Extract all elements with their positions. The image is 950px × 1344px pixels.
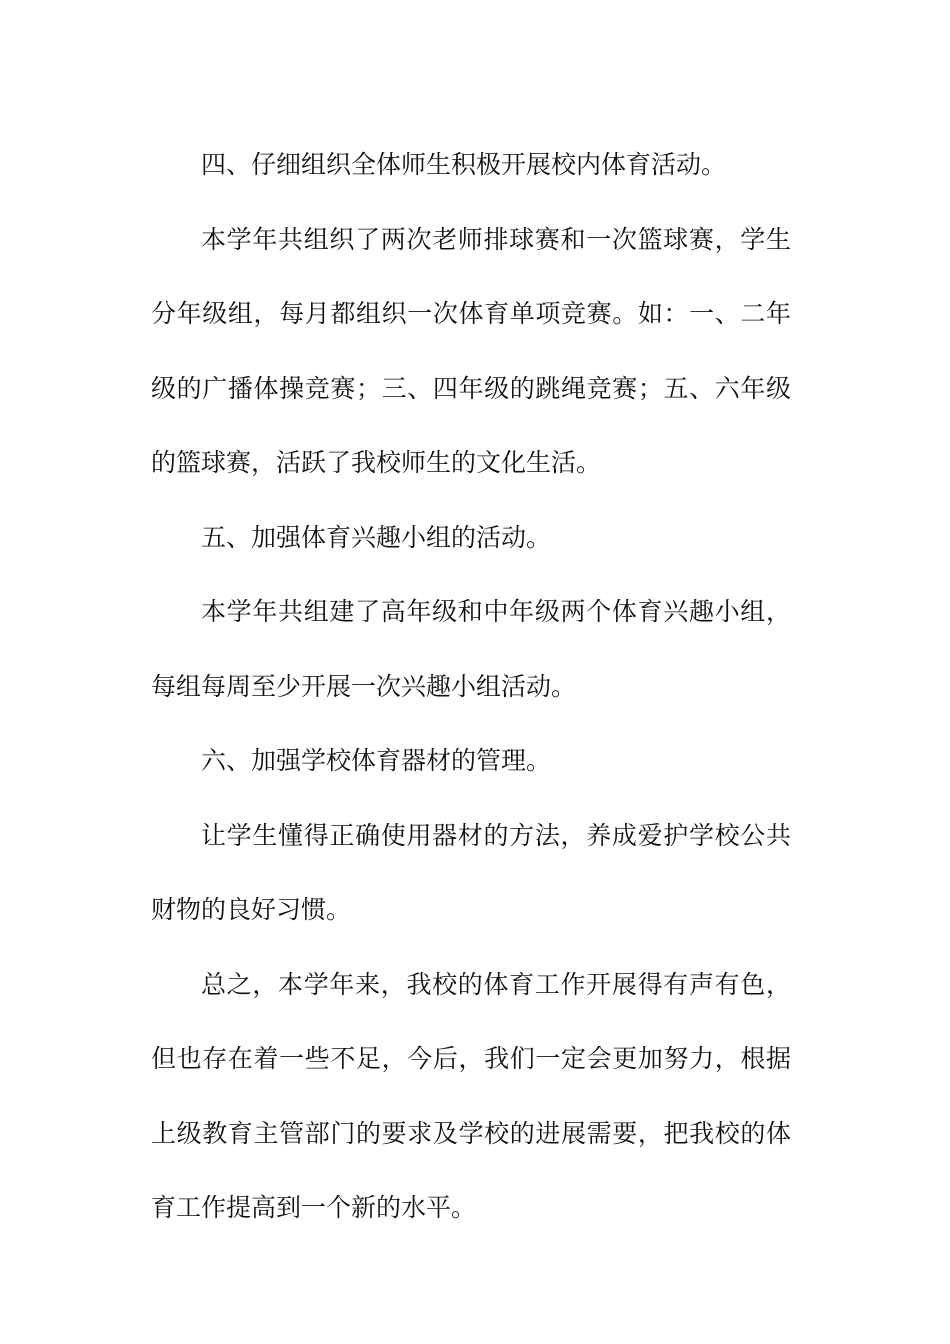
body-paragraph-conclusion: 总之，本学年来，我校的体育工作开展得有声有色，但也存在着一些不足，今后，我们一定会更加努力，根据上级教育主管部门的要求及学校的进展需要，把我校的体育工作提高到一个新的水平。 — [151, 969, 791, 1222]
body-paragraph-equipment: 让学生懂得正确使用器材的方法，养成爱护学校公共财物的良好习惯。 — [151, 820, 791, 924]
section-heading-six: 六、加强学校体育器材的管理。 — [201, 746, 552, 775]
section-heading-five: 五、加强体育兴趣小组的活动。 — [201, 522, 552, 552]
body-paragraph-interest-groups: 本学年共组建了高年级和中年级两个体育兴趣小组，每组每周至少开展一次兴趣小组活动。 — [151, 597, 791, 701]
body-paragraph-competitions: 本学年共组织了两次老师排球赛和一次篮球赛，学生分年级组，每月都组织一次体育单项竞赛。如：一、二年级的广播体操竞赛；三、四年级的跳绳竞赛；五、六年级的篮球赛，活跃了我校师生的文化生活。 — [151, 224, 791, 477]
section-heading-four: 四、仔细组织全体师生积极开展校内体育活动。 — [201, 150, 727, 179]
document-body — [151, 128, 791, 1246]
